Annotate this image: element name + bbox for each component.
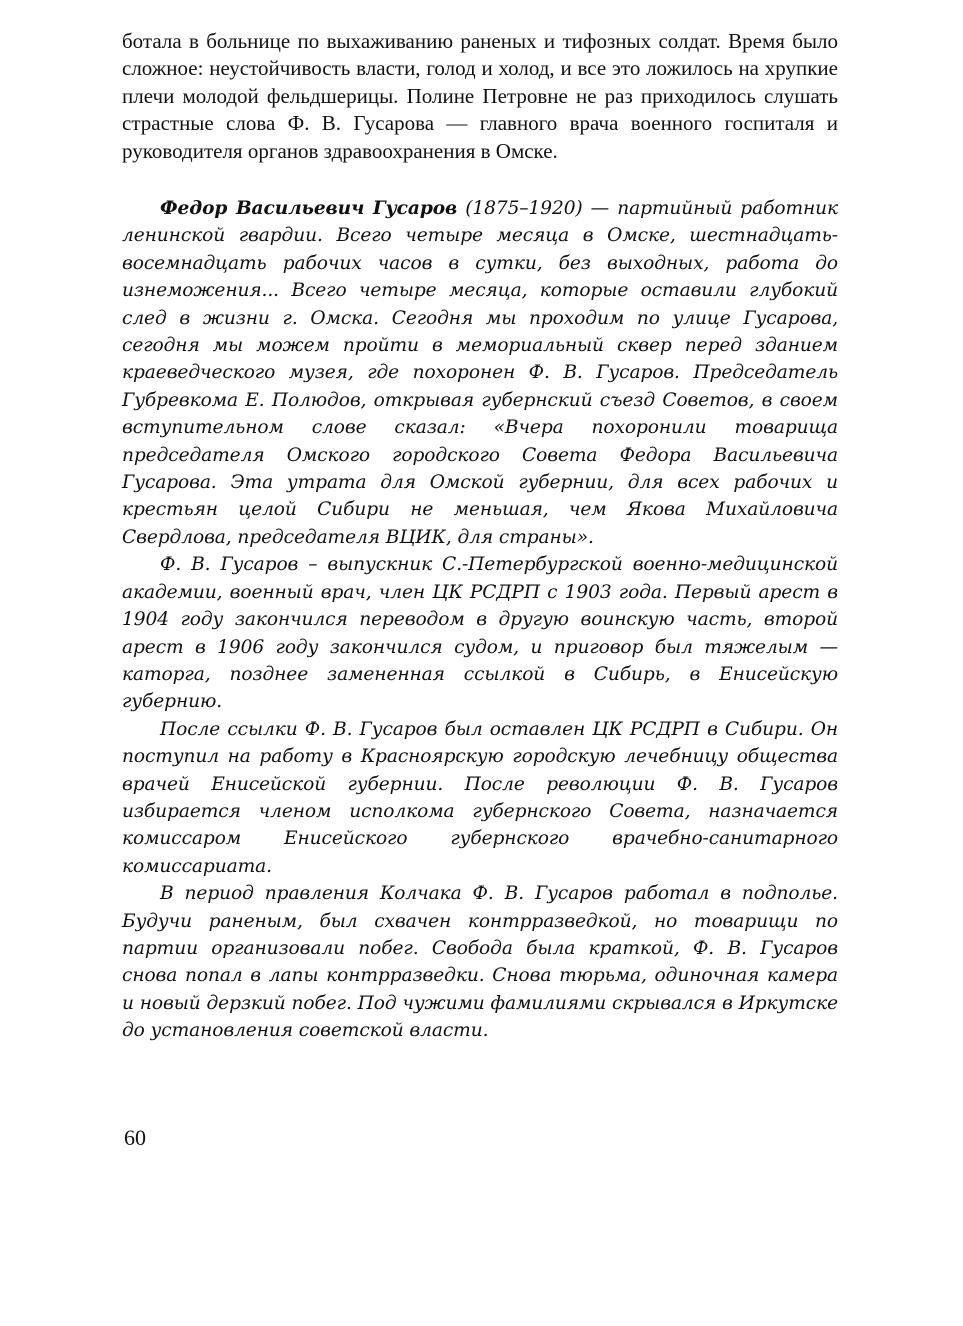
bio-paragraph — [122, 195, 838, 551]
paragraph-after-exile: После ссылки Ф. В. Гусаров был оставлен ЦК РСДРП в Сибири. Он поступил на работу в Красноярскую городскую лечебницу общества врачей Енисейской губернии. После революции Ф. В. Гусаров избирается членом исполкома губернского Совета, назначается комиссаром Енисейского губернского врачебно-санитарного комиссариата. — [122, 718, 838, 877]
bio-paragraph-text: (1875–1920) — партийный работник ленинской гвардии. Всего четыре месяца в Омске, шестнадцать-восемнадцать рабочих часов в сутки, без выходных, работа до изнеможения... Всего четыре месяца, которые оставили глубокий след в жизни г. Омска. Сегодня мы проходим по улице Гусарова, сегодня мы можем пройти в мемориальный сквер перед зданием краеведческого музея, где похоронен Ф. В. Гусаров. Председатель Губревкома Е. Полюдов, открывая губернский съезд Советов, в своем вступительном слове сказал: «Вчера похоронили товарища председателя Омского городского Совета Федора Васильевича Гусарова. Эта утрата для Омской губернии, для всех рабочих и крестьян целой Сибири не меньшая, чем Якова Михайловича Свердлова, председателя ВЦИК, для страны». — [122, 198, 838, 548]
italic-text-block — [122, 195, 838, 1045]
intro-text-block — [122, 28, 838, 165]
intro-paragraph: ботала в больнице по выхаживанию раненых и тифозных солдат. Время было сложное: неустойчивость власти, голод и холод, и все это ложилось на хрупкие плечи молодой фельдшерицы. Полине Петровне не раз приходилось слушать страстные слова Ф. В. Гусарова — главного врача военного госпиталя и руководителя органов здравоохранения в Омске. — [122, 29, 838, 163]
page-number: 60 — [124, 1125, 146, 1150]
bio-lead-name: Федор Васильевич Гусаров — [160, 198, 458, 219]
paragraph-kolchak-period: В период правления Колчака Ф. В. Гусаров работал в подполье. Будучи раненым, был схвачен контрразведкой, но товарищи по партии организовали побег. Свобода была краткой, Ф. В. Гусаров снова попал в лапы контрразведки. Снова тюрьма, одиночная камера и новый дерзкий побег. Под чужими фамилиями скрывался в Иркутске до установления советской власти. — [122, 883, 838, 1042]
paragraph-education-arrests: Ф. В. Гусаров – выпускник С.-Петербургской военно-медицинской академии, военный врач, член ЦК РСДРП с 1903 года. Первый арест в 1904 году закончился переводом в другую воинскую часть, второй арест в 1906 году закончился судом, и приговор был тяжелым — каторга, позднее замененная ссылкой в Сибирь, в Енисейскую губернию. — [122, 554, 838, 713]
